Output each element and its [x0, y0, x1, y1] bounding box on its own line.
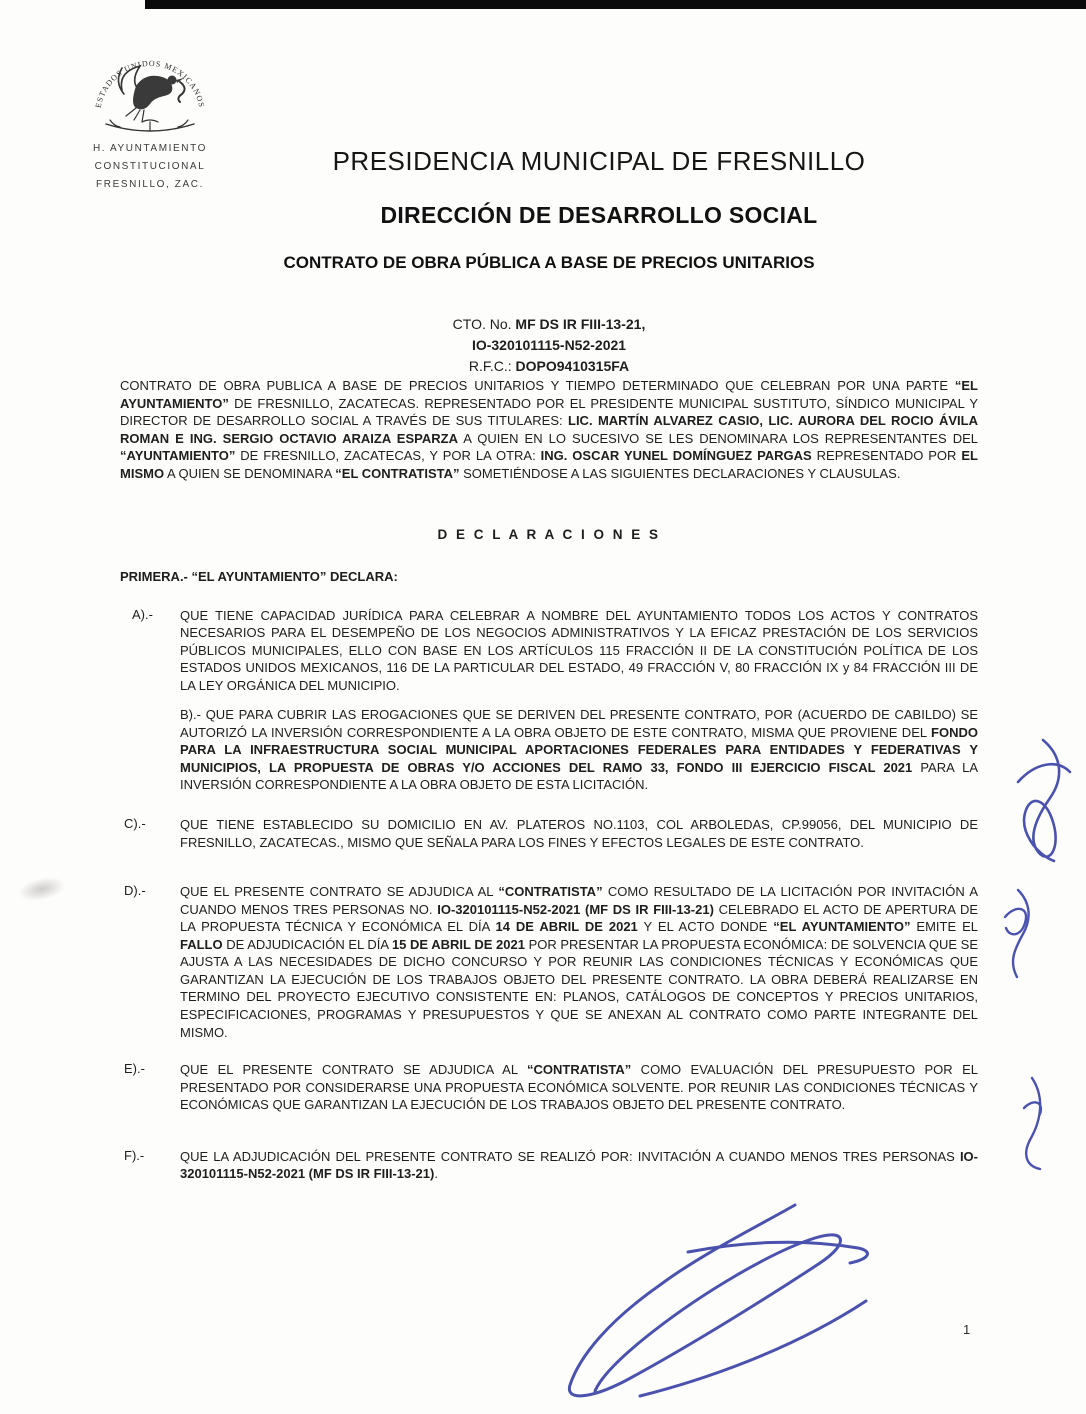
declarations-heading: D E C L A R A C I O N E S [437, 526, 661, 542]
declaration-e-label: E).- [124, 1061, 145, 1077]
letterhead-org-line2: CONSTITUCIONAL [94, 161, 206, 172]
bottom-signature [569, 1205, 867, 1396]
letterhead-org-line3: FRESNILLO, ZAC. [96, 179, 204, 190]
declaration-d-label: D).- [124, 883, 146, 899]
letterhead-org-line1: H. AYUNTAMIENTO [92, 143, 207, 154]
declaration-item-e [120, 1061, 978, 1114]
seal-arc-text: ESTADOS UNIDOS MEXICANOS [93, 58, 207, 109]
margin-signature-1 [1018, 740, 1070, 861]
declaration-c-label: C).- [124, 816, 146, 832]
declaration-b-text: B).- QUE PARA CUBRIR LAS EROGACIONES QUE SE DERIVEN DEL PRESENTE CONTRATO, POR (ACUERDO DE CABILDO) SE AUTORIZÓ LA INVERSIÓN CORRESPONDIENTE A LA OBRA OBJETO DE ESTE CONTRATO, MISMA QUE PROVIENE DEL FONDO PARA LA INFRAESTRUCTURA SOCIAL MUNICIPAL APORTACIONES FEDERALES PARA ENTIDADES Y FEDERATIVAS Y MUNICIPIOS, LA PROPUESTA DE OBRAS Y/O ACCIONES DEL RAMO 33, FONDO III EJERCICIO FISCAL 2021 PARA LA INVERSIÓN CORRESPONDIENTE A LA OBRA OBJETO DE ESTA LICITACIÓN. [180, 707, 979, 793]
margin-signature-2 [1005, 890, 1029, 977]
declaration-a-label: A).- [132, 606, 153, 622]
declaration-item-f [120, 1148, 978, 1183]
rfc-line: R.F.C.: DOPO9410315FA [468, 358, 630, 375]
tender-number-line: IO-320101115-N52-2021 [471, 337, 627, 354]
declaration-item-d [120, 883, 978, 1041]
declaration-d-text: QUE EL PRESENTE CONTRATO SE ADJUDICA AL “CONTRATISTA” COMO RESULTADO DE LA LICITACIÓN POR INVITACIÓN A CUANDO MENOS TRES PERSONAS NO. IO-320101115-N52-2021 (MF DS IR FIII-13-21) CELEBRADO EL ACTO DE APERTURA DE LA PROPUESTA TÉCNICA Y ECONÓMICA EL DÍA 14 DE ABRIL DE 2021 Y EL ACTO DONDE “EL AYUNTAMIENTO” EMITE EL FALLO DE ADJUDICACIÓN EL DÍA 15 DE ABRIL DE 2021 POR PRESENTAR LA PROPUESTA ECONÓMICA: DE SOLVENCIA QUE SE AJUSTA A LAS NECESIDADES DE DICHO CONCURSO Y POR REUNIR LAS CONDICIONES TÉCNICAS Y ECONÓMICAS QUE GARANTIZAN LA EJECUCIÓN DE LOS TRABAJOS OBJETO DEL PRESENTE CONTRATO. LA OBRA DEBERÁ REALIZARSE EN TERMINO DEL PROYECTO EJECUTIVO CONSISTENTE EN: PLANOS, CATÁLOGOS DE CONCEPTOS Y PRECIOS UNITARIOS, ESPECIFICACIONES, PROGRAMAS Y PRESUPUESTOS Y QUE SE ANEXAN AL CONTRATO COMO PARTE INTEGRANTE DEL MISMO. [180, 884, 979, 1040]
declaration-a-text: QUE TIENE CAPACIDAD JURÍDICA PARA CELEBRAR A NOMBRE DEL AYUNTAMIENTO TODOS LOS ACTOS Y CONTRATOS NECESARIOS PARA EL DESEMPEÑO DE LOS NEGOCIOS ADMINISTRATIVOS Y LA EFICAZ PRESTACIÓN DE LOS SERVICIOS PÚBLICOS MUNICIPALES, ELLO CON BASE EN LOS ARTÍCULOS 115 FRACCIÓN II DE LA CONSTITUCIÓN POLÍTICA DE LOS ESTADOS UNIDOS MEXICANOS, 116 DE LA PARTICULAR DEL ESTADO, 49 FRACCIÓN V, 80 FRACCIÓN IX y 84 FRACCIÓN III DE LA LEY ORGÁNICA DEL MUNICIPIO. [180, 607, 978, 693]
declaration-item-b [120, 706, 978, 794]
department-subtitle: DIRECCIÓN DE DESARROLLO SOCIAL [380, 202, 818, 229]
scan-smudge [16, 873, 68, 904]
page-number: 1 [963, 1322, 971, 1337]
declaration-f-label: F).- [124, 1147, 145, 1163]
contract-type-heading: CONTRATO DE OBRA PÚBLICA A BASE DE PRECIOS UNITARIOS [283, 253, 815, 273]
intro-paragraph: CONTRATO DE OBRA PUBLICA A BASE DE PRECIOS UNITARIOS Y TIEMPO DETERMINADO QUE CELEBRAN POR UNA PARTE “EL AYUNTAMIENTO” DE FRESNILLO, ZACATECAS. REPRESENTADO POR EL PRESIDENTE MUNICIPAL SUSTITUTO, SÍNDICO MUNICIPAL Y DIRECTOR DE DESARROLLO SOCIAL A TRAVÉS DE SUS TITULARES: LIC. MARTÍN ALVAREZ CASIO, LIC. AURORA DEL ROCIO ÁVILA ROMAN E ING. SERGIO OCTAVIO ARAIZA ESPARZA A QUIEN EN LO SUCESIVO SE LES DENOMINARA LOS REPRESENTANTES DEL “AYUNTAMIENTO” DE FRESNILLO, ZACATECAS, Y POR LA OTRA: ING. OSCAR YUNEL DOMÍNGUEZ PARGAS REPRESENTADO POR EL MISMO A QUIEN SE DENOMINARA “EL CONTRATISTA” SOMETIÉNDOSE A LAS SIGUIENTES DECLARACIONES Y CLAUSULAS. [120, 378, 978, 482]
document-body [120, 0, 978, 1183]
declaration-f-text: QUE LA ADJUDICACIÓN DEL PRESENTE CONTRATO SE REALIZÓ POR: INVITACIÓN A CUANDO MENOS TRES PERSONAS IO-320101115-N52-2021 (MF DS IR FIII-13-21). [180, 1148, 978, 1182]
margin-signature-3 [1024, 1078, 1041, 1169]
declaration-item-c [120, 816, 978, 851]
declaration-item-a [120, 607, 978, 695]
cto-number-line: CTO. No. MF DS IR FIII-13-21, [452, 316, 646, 333]
contract-number-block [120, 314, 978, 377]
page-title: PRESIDENCIA MUNICIPAL DE FRESNILLO [332, 146, 866, 176]
primera-declaration-heading: PRIMERA.- “EL AYUNTAMIENTO” DECLARA: [120, 568, 398, 584]
declaration-e-text: QUE EL PRESENTE CONTRATO SE ADJUDICA AL “CONTRATISTA” COMO EVALUACIÓN DEL PRESUPUESTO POR EL PRESENTADO POR CONSIDERARSE UNA PROPUESTA ECONÓMICA SOLVENTE. POR REUNIR LAS CONDICIONES TÉCNICAS Y ECONÓMICAS QUE GARANTIZAN LA EJECUCIÓN DE LOS TRABAJOS OBJETO DEL PRESENTE CONTRATO. [180, 1062, 978, 1113]
declaration-c-text: QUE TIENE ESTABLECIDO SU DOMICILIO EN AV. PLATEROS NO.1103, COL ARBOLEDAS, CP.99056, DEL MUNICIPIO DE FRESNILLO, ZACATECAS., MISMO QUE SEÑALA PARA LOS FINES Y EFECTOS LEGALES DE ESTE CONTRATO. [180, 817, 978, 850]
